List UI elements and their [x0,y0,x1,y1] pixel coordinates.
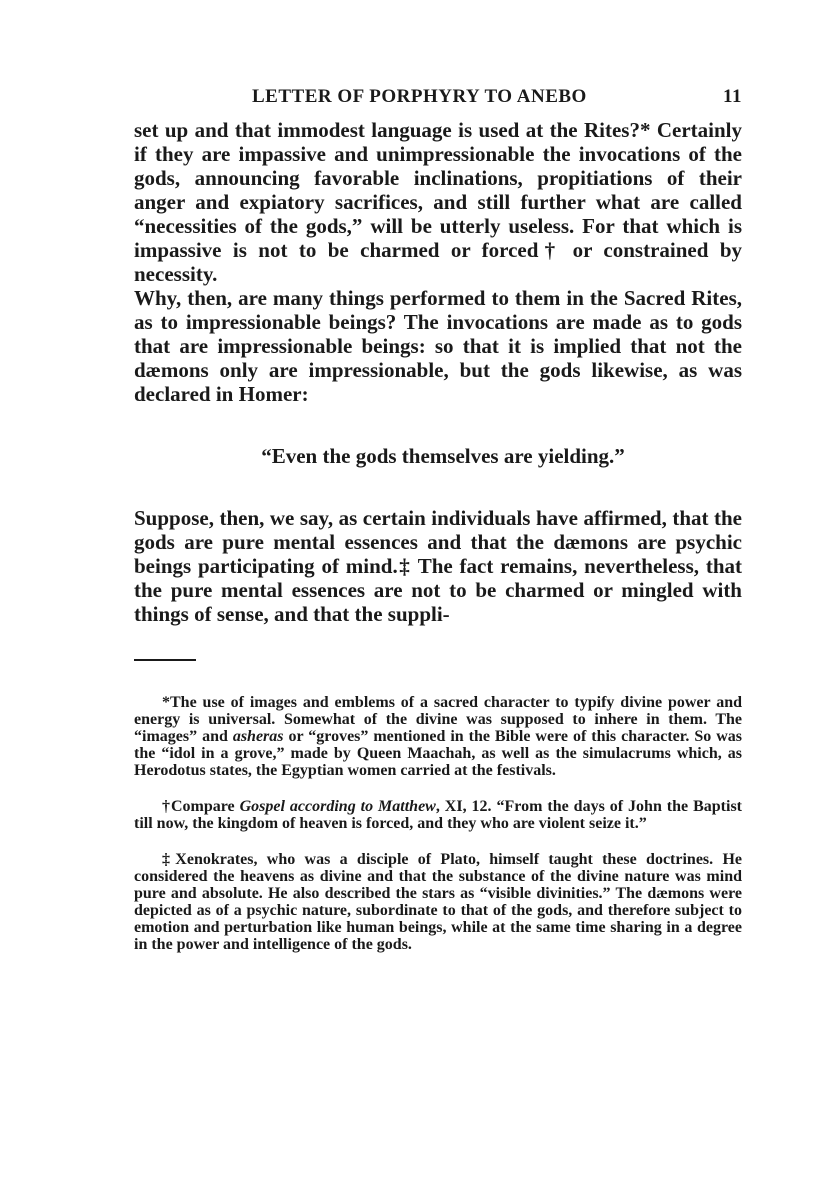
paragraph-2: Why, then, are many things performed to them in the Sacred Rites, as to impressionable beings? The invocations are made as to gods that are impressionable beings: so that it is implied that not the dæmons only are impressionable, but the gods likewise, as was declared in Homer: [134,286,742,406]
footnote-2-italic: Gospel according to Matthew [239,798,436,815]
footnote-divider [134,659,196,661]
paragraph-1: set up and that immodest language is used at the Rites?* Certainly if they are impassive and unimpressionable the invocations of the gods, announcing favorable inclinations, propitiations of their anger and expiatory sacrifices, and still further what are called “necessities of the gods,” will be utterly useless. For that which is impassive is not to be charmed or forced† or constrained by necessity. [134,118,742,286]
footnote-1-text-b: or “groves” mentioned in the Bible were of this character. So was the “idol in a grove,” made by Queen Maachah, as well as the simulacrums which, as Herodotus states, the Egyptian women carried at the festivals. [134,728,742,779]
footnote-1-italic: asheras [232,728,284,745]
footnote-2-text-b: , XI, 12. “From the days of John the Baptist till now, the kingdom of heaven is forced, and they who are violent seize it.” [134,798,742,832]
paragraph-3: Suppose, then, we say, as certain individuals have affirmed, that the gods are pure mental essences and that the dæmons are psychic beings participating of mind.‡ The fact remains, nevertheless, that the pure mental essences are not to be charmed or mingled with things of sense, and that the suppli- [134,506,742,626]
page-header [134,80,742,110]
footnote-1-text-a: *The use of images and emblems of a sacred character to typify divine power and energy is universal. Somewhat of the divine was supposed to inhere in them. The “images” and [134,694,742,745]
body-text [134,118,742,626]
footnote-dagger [134,798,742,832]
footnote-double-dagger: ‡Xenokrates, who was a disciple of Plato, himself taught these doctrines. He considered the heavens as divine and that the substance of the divine nature was mind pure and absolute. He also described the stars as “visible divinities.” The dæmons were depicted as of a psychic nature, subordinate to that of the gods, and therefore subject to emotion and perturbation like human beings, while at the same time sharing in a degree in the power and intelligence of the gods. [134,851,742,953]
homer-quote: “Even the gods themselves are yielding.” [261,444,625,468]
page-number: 11 [723,86,742,107]
footnote-asterisk [134,694,742,779]
footnote-2-text-a: †Compare [162,798,240,815]
running-title: LETTER OF PORPHYRY TO ANEBO [252,86,587,107]
footnotes [134,694,742,972]
